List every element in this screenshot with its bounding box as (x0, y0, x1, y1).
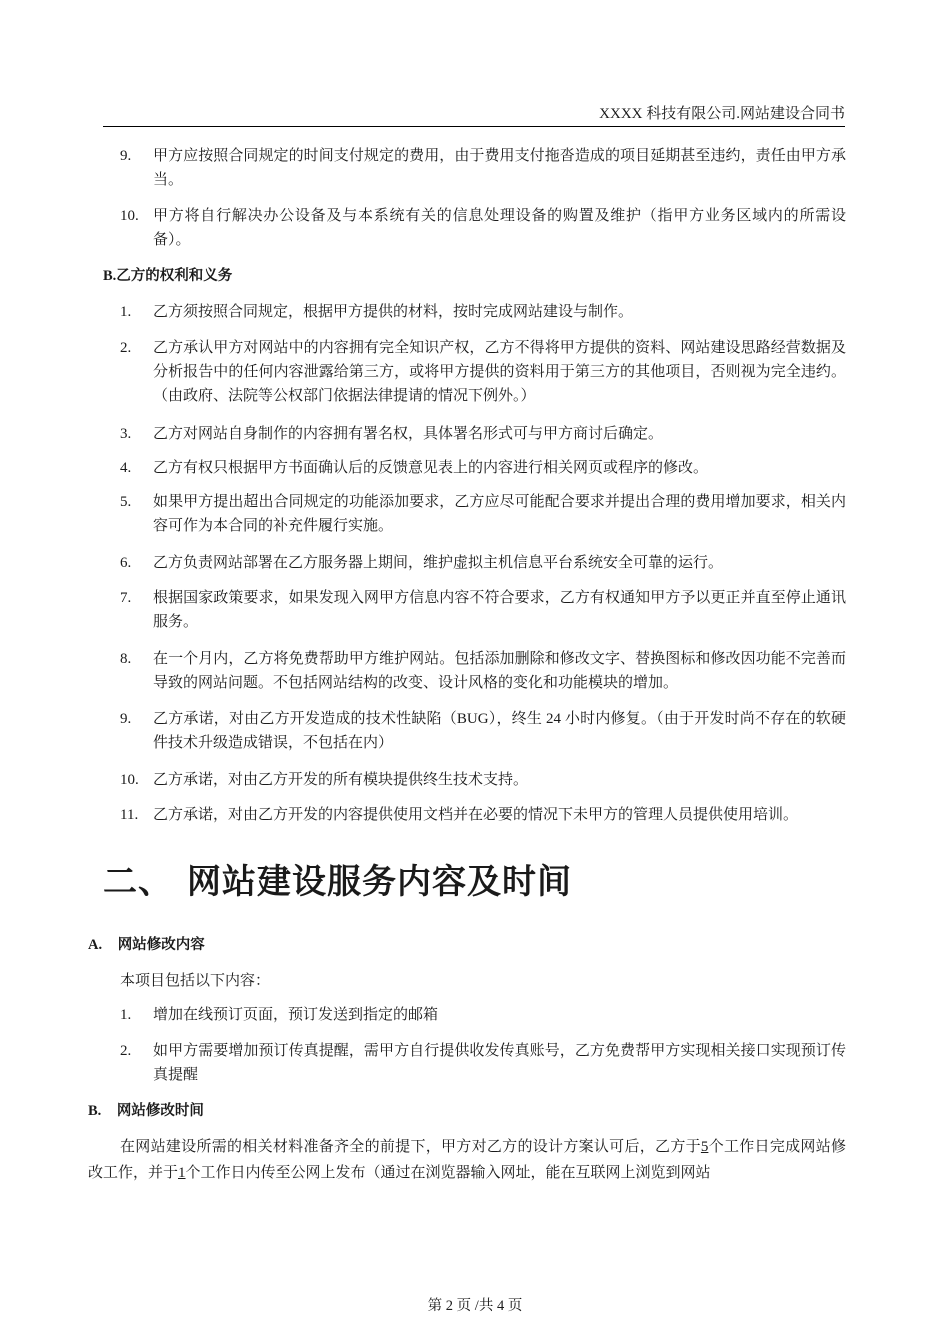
time-paragraph (88, 1134, 846, 1186)
sub-heading-letter: B. (88, 1103, 102, 1119)
list-text: 乙方承认甲方对网站中的内容拥有完全知识产权，乙方不得将甲方提供的资料、网站建设思路经营数据及分析报告中的任何内容泄露给第三方，或将甲方提供的资料用于第三方的其他项目，否则视为完全违约。（由政府、法院等公权部门依据法律提请的情况下例外。） (153, 340, 846, 404)
chapter-title: 网站建设服务内容及时间 (187, 862, 572, 902)
list-item (120, 490, 846, 538)
list-number: 10. (120, 772, 139, 788)
days-value: 5 (700, 1139, 709, 1155)
list-number: 8. (120, 651, 132, 667)
sub-heading-a (88, 934, 205, 956)
list-item (120, 551, 846, 575)
list-number: 10. (120, 208, 139, 224)
time-text-3: 个工作日内传至公网上发布（通过在浏览器输入网址，能在互联网上浏览到网站 (185, 1165, 711, 1181)
list-number: 1. (120, 1007, 132, 1023)
list-number: 3. (120, 426, 132, 442)
sub-heading-letter: A. (88, 937, 103, 953)
list-text: 增加在线预订页面，预订发送到指定的邮箱 (153, 1007, 439, 1023)
intro-paragraph: 本项目包括以下内容： (120, 973, 271, 989)
sub-heading-title: 网站修改内容 (117, 937, 205, 953)
list-item (120, 300, 846, 324)
sub-heading-title: 网站修改时间 (116, 1103, 204, 1119)
list-item (120, 456, 846, 480)
list-item (120, 1003, 846, 1027)
list-number: 9. (120, 148, 132, 164)
list-item (120, 422, 846, 446)
list-number: 4. (120, 460, 132, 476)
list-item (120, 647, 846, 695)
list-number: 1. (120, 304, 132, 320)
list-number: 2. (120, 340, 132, 356)
sub-heading-b (88, 1100, 204, 1122)
list-item (120, 144, 846, 192)
list-number: 7. (120, 590, 132, 606)
list-text: 甲方将自行解决办公设备及与本系统有关的信息处理设备的购置及维护（指甲方业务区域内的所需设备）。 (153, 208, 846, 248)
list-item (120, 586, 846, 634)
list-text: 甲方应按照合同规定的时间支付规定的费用，由于费用支付拖沓造成的项目延期甚至违约，责任由甲方承当。 (153, 148, 846, 188)
header-title: XXXX 科技有限公司.网站建设合同书 (599, 106, 845, 122)
chapter-number: 二、 (103, 862, 173, 902)
page-footer (0, 1296, 950, 1316)
list-text: 乙方负责网站部署在乙方服务器上期间，维护虚拟主机信息平台系统安全可靠的运行。 (153, 555, 724, 571)
list-text: 乙方有权只根据甲方书面确认后的反馈意见表上的内容进行相关网页或程序的修改。 (153, 460, 709, 476)
list-text: 乙方承诺，对由乙方开发的所有模块提供终生技术支持。 (153, 772, 529, 788)
chapter-heading (103, 858, 572, 906)
list-item (120, 768, 846, 792)
list-text: 乙方承诺，对由乙方开发的内容提供使用文档并在必要的情况下未甲方的管理人员提供使用培训。 (153, 807, 799, 823)
list-item (120, 1039, 846, 1087)
page-number: 第 2 页 /共 4 页 (427, 1298, 523, 1314)
time-text-1: 在网站建设所需的相关材料准备齐全的前提下，甲方对乙方的设计方案认可后，乙方于 (120, 1139, 701, 1155)
list-text: 乙方对网站自身制作的内容拥有署名权，具体署名形式可与甲方商讨后确定。 (153, 426, 664, 442)
list-text: 如果甲方提出超出合同规定的功能添加要求，乙方应尽可能配合要求并提出合理的费用增加要求，相关内容可作为本合同的补充件履行实施。 (153, 494, 846, 534)
list-text: 乙方须按照合同规定，根据甲方提供的材料，按时完成网站建设与制作。 (153, 304, 634, 320)
list-item (120, 707, 846, 755)
list-item (120, 204, 846, 252)
list-text: 在一个月内，乙方将免费帮助甲方维护网站。包括添加删除和修改文字、替换图标和修改因功能不完善而导致的网站问题。不包括网站结构的改变、设计风格的变化和功能模块的增加。 (153, 651, 846, 691)
list-number: 11. (120, 807, 139, 823)
list-number: 9. (120, 711, 132, 727)
list-text: 根据国家政策要求，如果发现入网甲方信息内容不符合要求，乙方有权通知甲方予以更正并直至停止通讯服务。 (153, 590, 846, 630)
time-text-2: 个工作日完成网站修改工作，并于 (88, 1139, 846, 1181)
list-text: 乙方承诺，对由乙方开发造成的技术性缺陷（BUG），终生 24 小时内修复。（由于开发时尚不存在的软硬件技术升级造成错误，不包括在内） (153, 711, 846, 751)
list-item (120, 803, 846, 827)
section-b-heading: B.乙方的权利和义务 (103, 268, 233, 284)
days-value: 1 (178, 1165, 186, 1181)
list-text: 如甲方需要增加预订传真提醒，需甲方自行提供收发传真账号，乙方免费帮甲方实现相关接口实现预订传真提醒 (153, 1043, 846, 1083)
list-item (120, 336, 846, 408)
list-number: 2. (120, 1043, 132, 1059)
list-number: 6. (120, 555, 132, 571)
list-number: 5. (120, 494, 132, 510)
page-header (103, 104, 845, 127)
